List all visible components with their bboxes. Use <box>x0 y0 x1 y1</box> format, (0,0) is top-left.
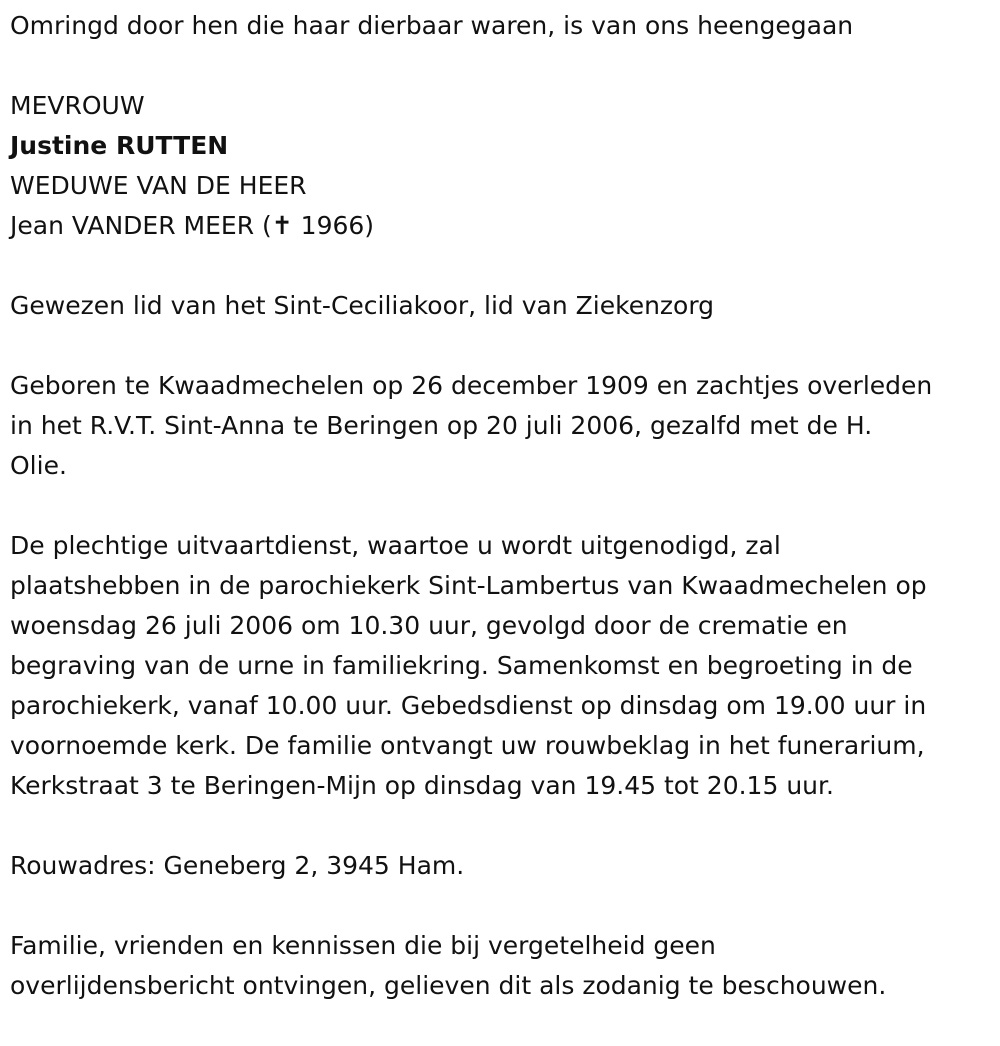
paragraph-line: Olie. <box>10 451 67 480</box>
paragraph-line: begraving van de urne in familiekring. Samenkomst en begroeting in de <box>10 651 913 680</box>
paragraph-line: voornoemde kerk. De familie ontvangt uw rouwbeklag in het funerarium, <box>10 731 925 760</box>
deceased-name: Justine RUTTEN <box>10 131 229 160</box>
paragraph-line: parochiekerk, vanaf 10.00 uur. Gebedsdienst op dinsdag om 19.00 uur in <box>10 691 927 720</box>
spacer <box>10 46 990 86</box>
spacer <box>10 486 990 526</box>
paragraph-line: woensdag 26 juli 2006 om 10.30 uur, gevolgd door de crematie en <box>10 611 848 640</box>
paragraph-line: De plechtige uitvaartdienst, waartoe u wordt uitgenodigd, zal <box>10 531 781 560</box>
spacer <box>10 806 990 846</box>
paragraph-line: Kerkstraat 3 te Beringen-Mijn op dinsdag van 19.45 tot 20.15 uur. <box>10 771 834 800</box>
spouse-name: Jean VANDER MEER (✝ 1966) <box>10 211 375 240</box>
paragraph-line: plaatshebben in de parochiekerk Sint-Lambertus van Kwaadmechelen op <box>10 571 927 600</box>
paragraph-line: Familie, vrienden en kennissen die bij vergetelheid geen <box>10 931 716 960</box>
paragraph-line: Geboren te Kwaadmechelen op 26 december 1909 en zachtjes overleden <box>10 371 933 400</box>
intro-text: Omringd door hen die haar dierbaar waren, is van ons heengegaan <box>10 11 854 40</box>
widow-of-label: WEDUWE VAN DE HEER <box>10 171 307 200</box>
spacer <box>10 326 990 366</box>
membership-text: Gewezen lid van het Sint-Ceciliakoor, lid van Ziekenzorg <box>10 291 715 320</box>
closing-paragraph <box>10 926 990 1006</box>
paragraph-line: overlijdensbericht ontvingen, gelieven dit als zodanig te beschouwen. <box>10 971 887 1000</box>
spacer <box>10 886 990 926</box>
honorific: MEVROUW <box>10 91 145 120</box>
funeral-paragraph <box>10 526 990 806</box>
birth-death-paragraph <box>10 366 990 486</box>
spacer <box>10 246 990 286</box>
mourning-address: Rouwadres: Geneberg 2, 3945 Ham. <box>10 851 465 880</box>
paragraph-line: in het R.V.T. Sint-Anna te Beringen op 20 juli 2006, gezalfd met de H. <box>10 411 873 440</box>
